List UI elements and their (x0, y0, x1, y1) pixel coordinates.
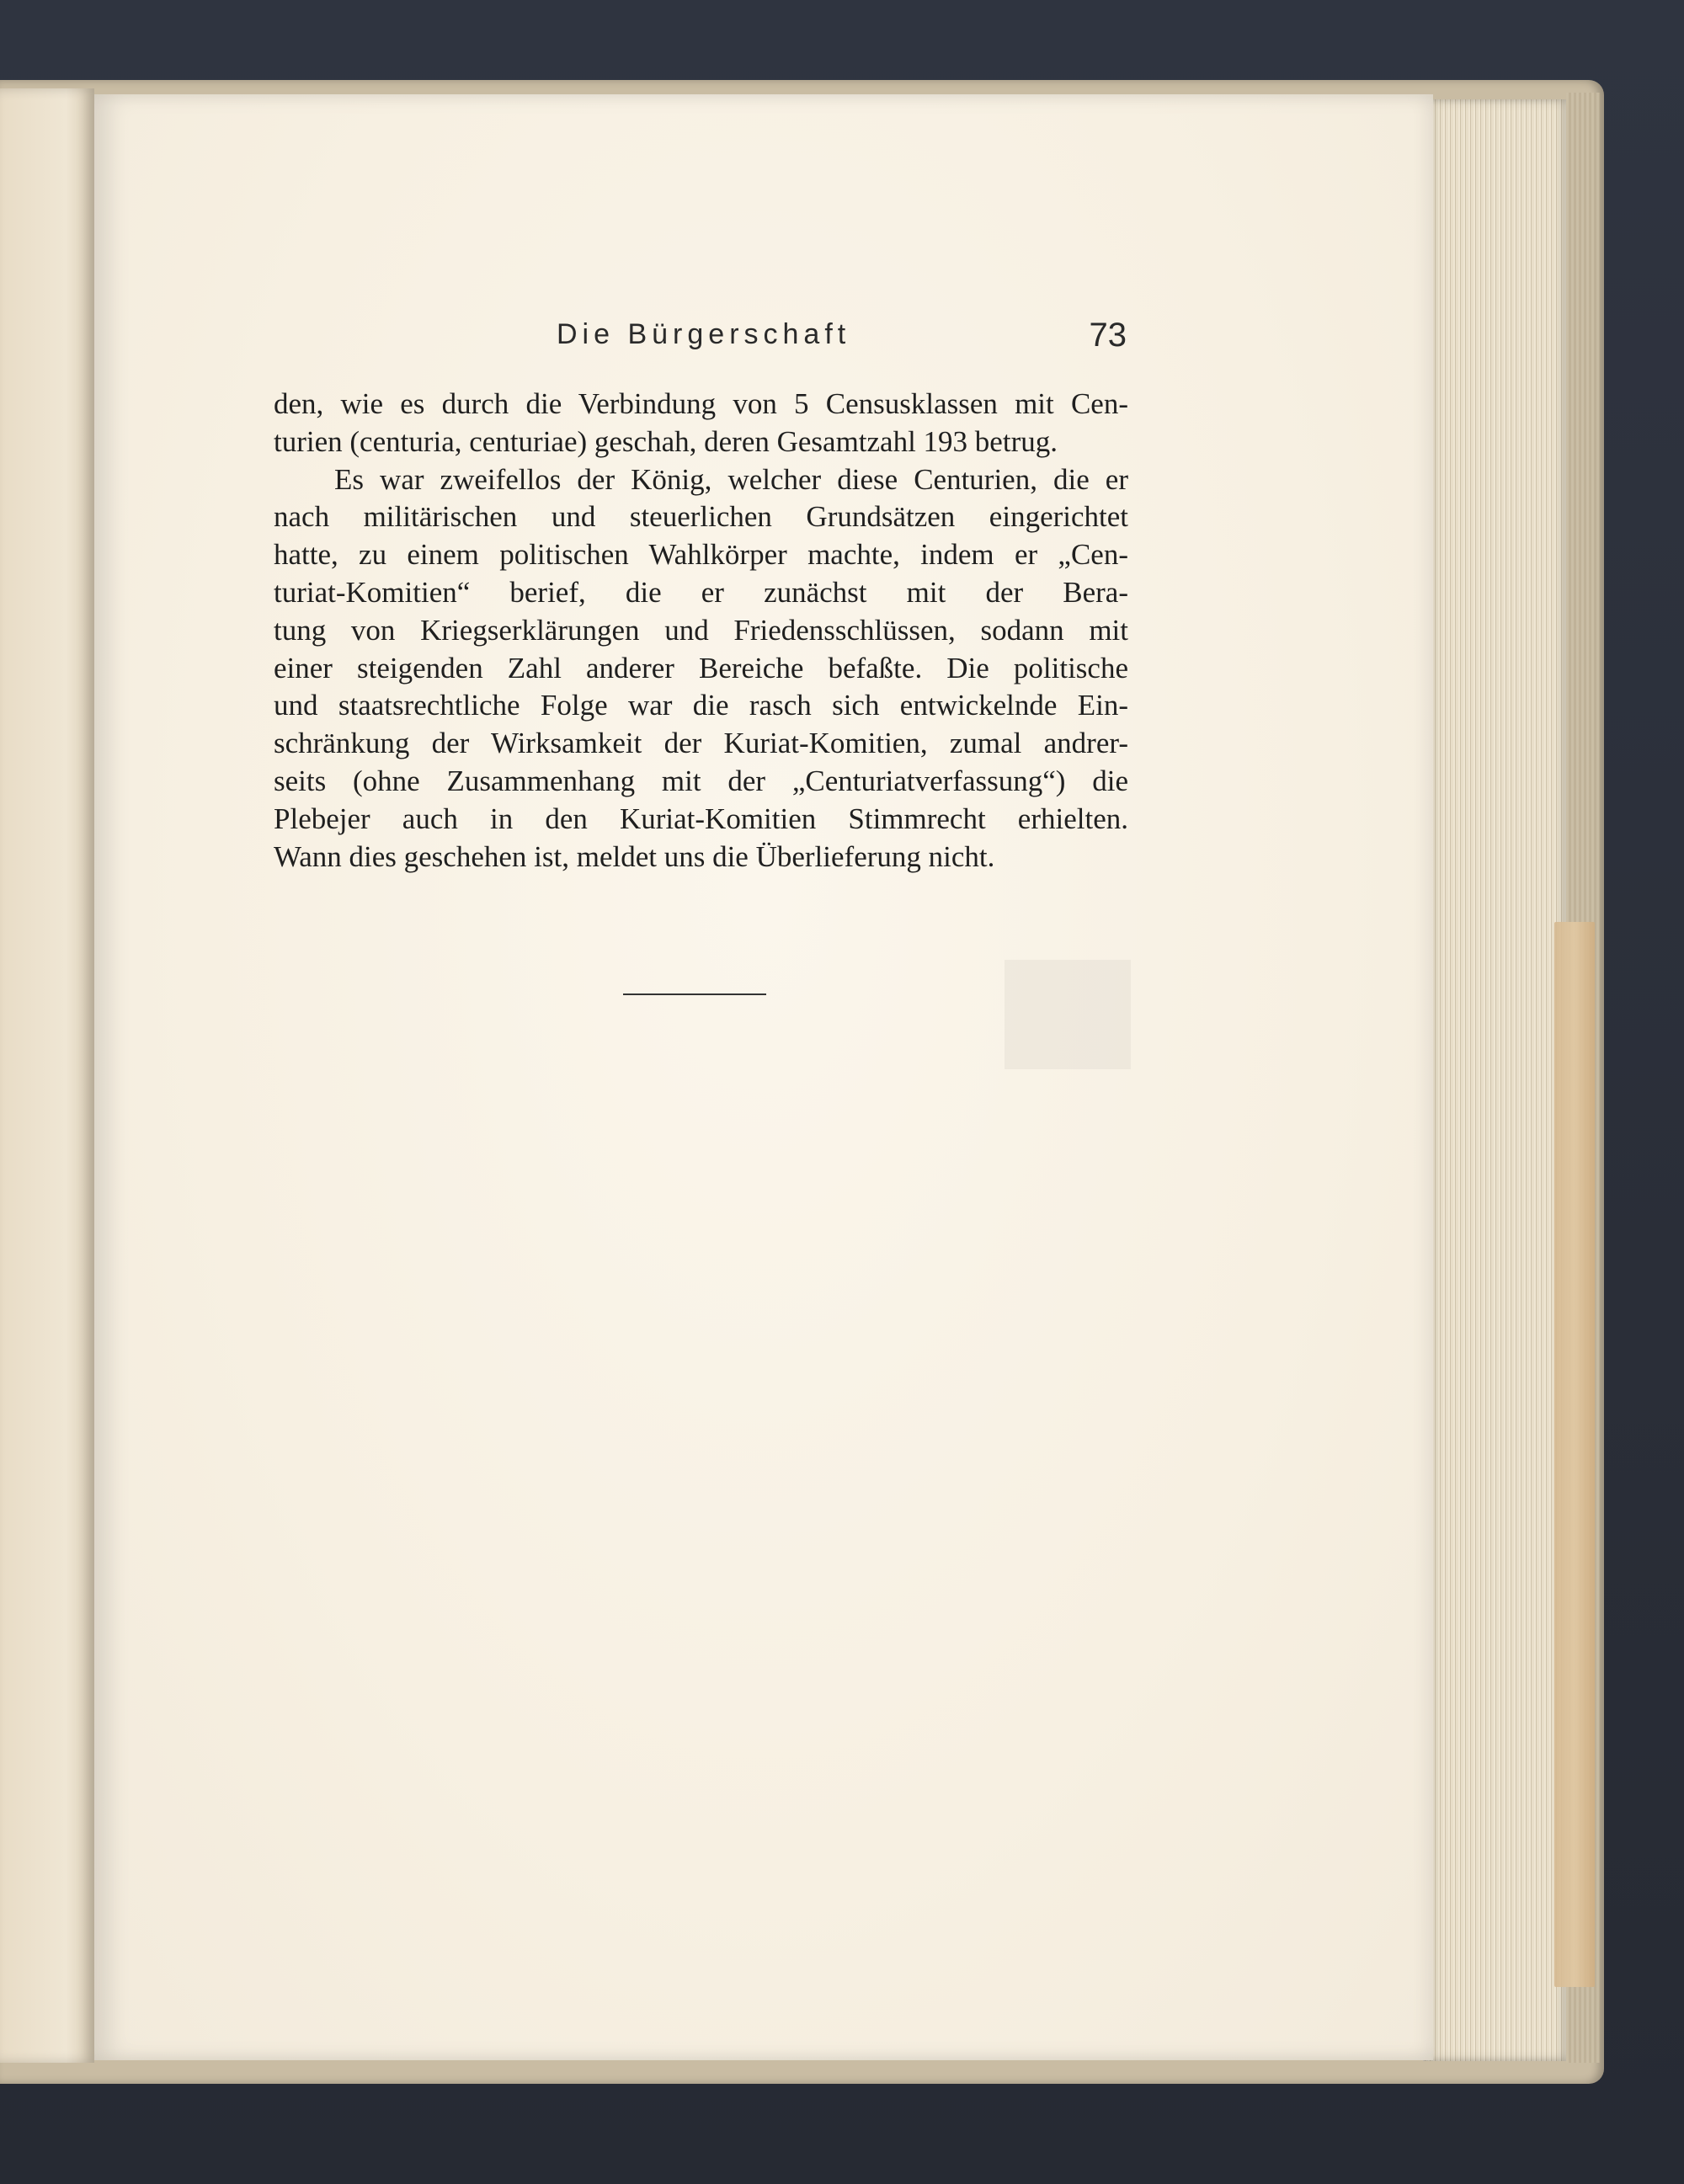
separator-rule (623, 993, 766, 995)
left-facing-page (0, 88, 94, 2063)
text-line: Wann dies geschehen ist, meldet uns die Überlieferung nicht. (274, 839, 995, 873)
bookmark-ribbon (1554, 922, 1595, 1987)
text-line: und staatsrechtliche Folge war die rasch sich entwickelnde Ein- (274, 689, 1128, 722)
running-head (457, 318, 1127, 360)
text-line: den, wie es durch die Verbindung von 5 Censusklassen mit Cen- (274, 387, 1128, 420)
paragraph-first-line: Es war zweifellos der König, welcher diese Centurien, die er (334, 462, 1128, 496)
text-line: tung von Kriegserklärungen und Friedensschlüssen, sodann mit (274, 613, 1128, 647)
text-line: einer steigenden Zahl anderer Bereiche befaßte. Die politische (274, 651, 1128, 684)
text-line: turiat-Komitien“ berief, die er zunächst mit der Bera- (274, 575, 1128, 609)
text-line: hatte, zu einem politischen Wahlkörper machte, indem er „Cen- (274, 538, 1128, 572)
text-line: seits (ohne Zusammenhang mit der „Centuriatverfassung“) die (274, 764, 1128, 797)
page-edges-stack (1423, 99, 1566, 2061)
text-line: Plebejer auch in den Kuriat-Komitien Stimmrecht erhielten. (274, 802, 1128, 835)
body-text (274, 386, 1128, 876)
text-line: nach militärischen und steuerlichen Grundsätzen eingerichtet (274, 500, 1128, 534)
running-title: Die Bürgerschaft (557, 318, 851, 350)
text-line: schränkung der Wirksamkeit der Kuriat-Komitien, zumal andrer- (274, 727, 1128, 760)
text-line: turien (centuria, centuriae) geschah, deren Gesamtzahl 193 betrug. (274, 424, 1058, 458)
show-through-shadow (1005, 960, 1131, 1069)
page-number: 73 (1089, 317, 1127, 354)
